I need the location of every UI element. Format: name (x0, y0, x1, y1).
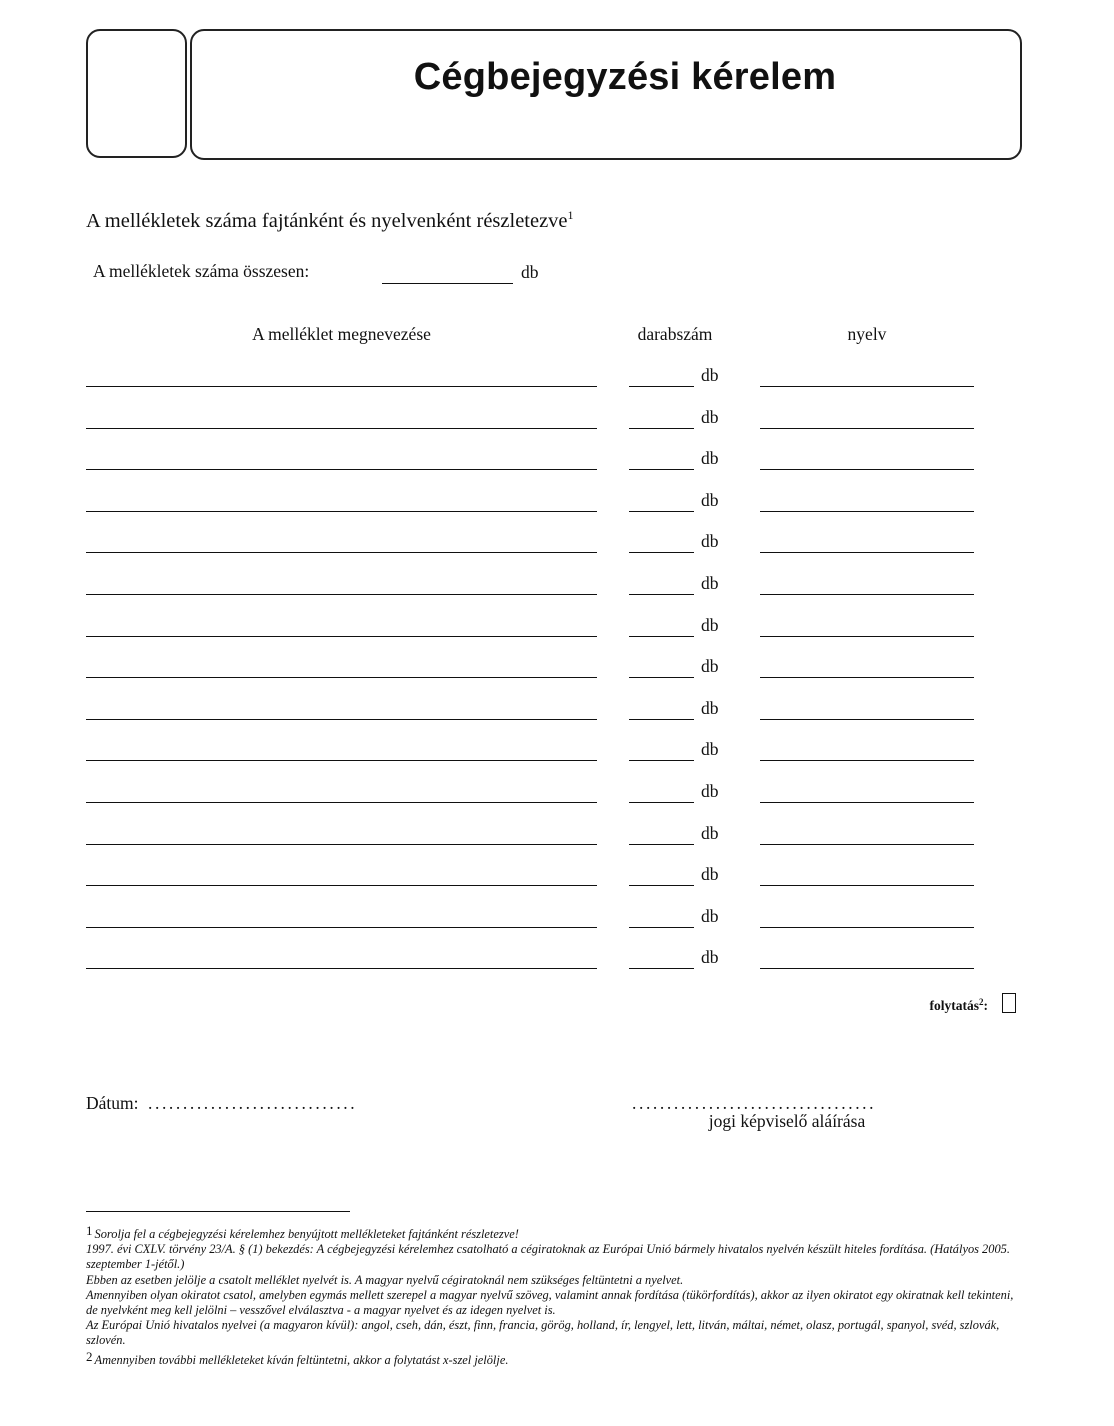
total-count-field[interactable] (382, 283, 513, 284)
footnote-mirror-text: Amennyiben olyan okiratot csatol, amelyben egymás mellett szerepel a magyar nyelvű szöveg, valamint annak fordítása (tükörfordítás), akkor az ilyen okiratot egy okiratnak kell tekinteni, de nyelvként meg kell jelölni – vesszővel elválasztva - a magyar nyelvet és az idegen nyelvet is. (86, 1287, 1014, 1318)
attachment-name-field[interactable] (86, 636, 597, 637)
attachment-language-field[interactable] (760, 386, 974, 387)
attachment-count-unit: db (701, 781, 719, 801)
attachment-name-field[interactable] (86, 802, 597, 803)
attachment-language-field[interactable] (760, 428, 974, 429)
signature-field[interactable]: ................................... (632, 1093, 877, 1113)
attachment-language-field[interactable] (760, 968, 974, 969)
attachment-count-unit: db (701, 823, 719, 843)
attachment-count-unit: db (701, 365, 719, 385)
date-label: Dátum: (86, 1093, 139, 1113)
footnote-language-text: Ebben az esetben jelölje a csatolt melléklet nyelvét is. A magyar nyelvű cégiratoknál nem szükséges feltüntetni a nyelvet. (86, 1272, 684, 1287)
attachment-count-unit: db (701, 906, 719, 926)
footnotes (86, 1223, 1026, 1368)
attachment-count-field[interactable] (629, 511, 694, 512)
attachment-name-field[interactable] (86, 511, 597, 512)
attachment-name-field[interactable] (86, 677, 597, 678)
attachment-name-field[interactable] (86, 469, 597, 470)
attachment-count-field[interactable] (629, 594, 694, 595)
attachment-count-field[interactable] (629, 802, 694, 803)
attachment-language-field[interactable] (760, 885, 974, 886)
footnote-number-1: 1 (86, 1223, 93, 1238)
attachment-count-field[interactable] (629, 844, 694, 845)
column-header-language: nyelv (847, 324, 887, 344)
attachment-count-field[interactable] (629, 968, 694, 969)
attachment-name-field[interactable] (86, 968, 597, 969)
attachment-count-unit: db (701, 448, 719, 468)
attachment-count-field[interactable] (629, 552, 694, 553)
attachment-language-field[interactable] (760, 719, 974, 720)
attachment-count-unit: db (701, 864, 719, 884)
attachment-count-field[interactable] (629, 719, 694, 720)
attachment-name-field[interactable] (86, 885, 597, 886)
attachment-count-unit: db (701, 615, 719, 635)
attachment-language-field[interactable] (760, 844, 974, 845)
continuation-text: folytatás (929, 998, 979, 1013)
attachment-name-field[interactable] (86, 719, 597, 720)
attachment-count-field[interactable] (629, 677, 694, 678)
attachment-name-field[interactable] (86, 552, 597, 553)
attachment-language-field[interactable] (760, 927, 974, 928)
attachment-count-field[interactable] (629, 760, 694, 761)
footnote-divider (86, 1211, 350, 1212)
attachment-count-field[interactable] (629, 386, 694, 387)
page-title: Cégbejegyzési kérelem (413, 56, 837, 98)
footnote-1-text: Sorolja fel a cégbejegyzési kérelemhez benyújtott mellékleteket fajtánként részletezve! (94, 1227, 519, 1241)
attachment-name-field[interactable] (86, 386, 597, 387)
attachment-language-field[interactable] (760, 802, 974, 803)
attachment-count-unit: db (701, 531, 719, 551)
column-header-count: darabszám (637, 324, 713, 344)
continuation-label (900, 997, 988, 1014)
attachment-language-field[interactable] (760, 594, 974, 595)
attachment-language-field[interactable] (760, 760, 974, 761)
footnote-2-line (86, 1349, 1026, 1368)
attachment-name-field[interactable] (86, 927, 597, 928)
attachment-count-unit: db (701, 573, 719, 593)
attachment-count-unit: db (701, 407, 719, 427)
attachment-count-unit: db (701, 739, 719, 759)
signature-label: jogi képviselő aláírása (708, 1111, 866, 1131)
continuation-colon: : (983, 998, 988, 1013)
attachment-count-unit: db (701, 656, 719, 676)
attachment-language-field[interactable] (760, 469, 974, 470)
total-label: A mellékletek száma összesen: (93, 261, 310, 281)
attachment-language-field[interactable] (760, 552, 974, 553)
attachment-count-field[interactable] (629, 927, 694, 928)
logo-box (86, 29, 187, 158)
attachment-language-field[interactable] (760, 636, 974, 637)
attachment-language-field[interactable] (760, 511, 974, 512)
attachment-count-unit: db (701, 490, 719, 510)
footnote-ref-2: 2 (979, 997, 984, 1007)
attachment-name-field[interactable] (86, 428, 597, 429)
footnote-number-2: 2 (86, 1348, 93, 1364)
footnote-eu-languages-text: Az Európai Unió hivatalos nyelvei (a magyaron kívül): angol, cseh, dán, észt, finn, francia, görög, holland, ír, lengyel, lett, litván, máltai, német, olasz, portugál, spanyol, svéd, szlovák, szlovén. (86, 1318, 1000, 1348)
attachment-count-field[interactable] (629, 636, 694, 637)
attachment-language-field[interactable] (760, 677, 974, 678)
attachment-name-field[interactable] (86, 594, 597, 595)
attachment-name-field[interactable] (86, 760, 597, 761)
section-title-text: A mellékletek száma fajtánként és nyelvenként részletezve (86, 210, 568, 232)
total-unit: db (521, 262, 539, 282)
column-header-name: A melléklet megnevezése (252, 324, 431, 344)
attachment-count-field[interactable] (629, 428, 694, 429)
section-title (86, 208, 574, 233)
footnote-1-line (86, 1223, 1026, 1242)
date-field[interactable]: .............................. (148, 1093, 358, 1113)
attachment-name-field[interactable] (86, 844, 597, 845)
attachment-count-unit: db (701, 698, 719, 718)
footnote-2-text: Amennyiben további mellékleteket kíván feltüntetni, akkor a folytatást x-szel jelölje. (94, 1352, 509, 1367)
attachment-count-field[interactable] (629, 885, 694, 886)
footnote-ref-1: 1 (567, 208, 574, 222)
footnote-law-text: 1997. évi CXLV. törvény 23/A. § (1) bekezdés: A cégbejegyzési kérelemhez csatolható a cégiratoknak az Európai Unió bármely hivatalos nyelvén készült hiteles fordítása. (Hatályos 2005. szeptember 1-jétől.) (86, 1242, 1010, 1272)
attachment-count-unit: db (701, 947, 719, 967)
attachment-count-field[interactable] (629, 469, 694, 470)
continuation-checkbox[interactable] (1002, 993, 1016, 1013)
